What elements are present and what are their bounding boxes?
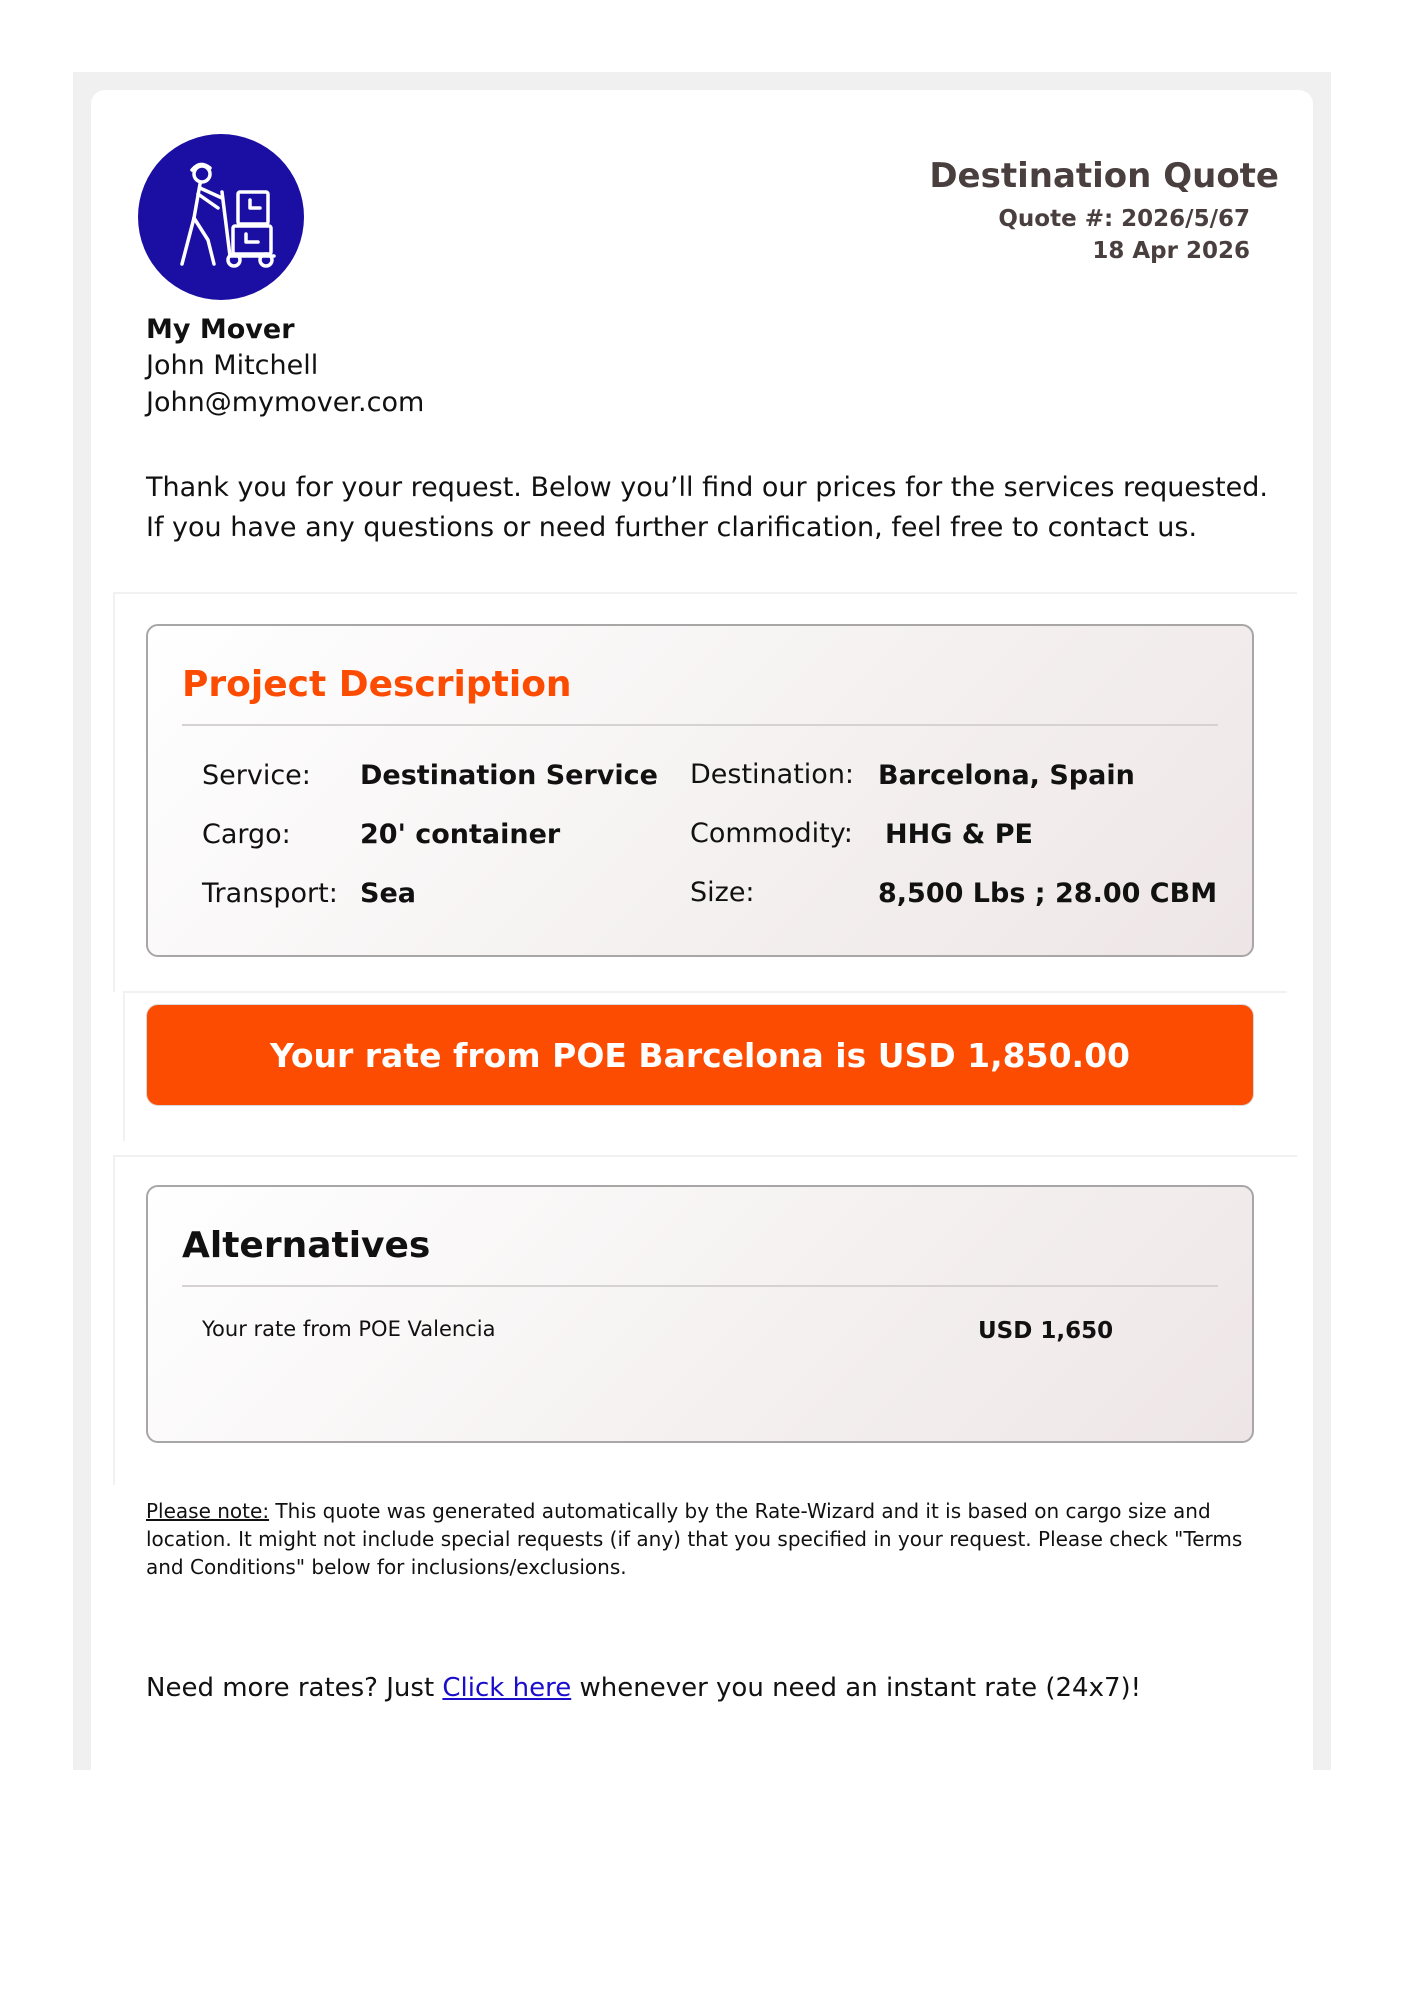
disclaimer-note	[146, 1497, 1246, 1581]
transport-value: Sea	[360, 878, 416, 909]
section-divider	[113, 1155, 115, 1485]
note-prefix: Please note:	[146, 1499, 270, 1523]
alternative-label: Your rate from POE Valencia	[202, 1317, 496, 1341]
size-value: 8,500 Lbs ; 28.00 CBM	[878, 878, 1218, 909]
commodity-value: HHG & PE	[885, 819, 1033, 850]
document-title: Destination Quote	[929, 156, 1279, 196]
more-rates-before: Need more rates? Just	[146, 1673, 443, 1703]
project-description-box	[146, 624, 1254, 957]
section-divider	[113, 592, 115, 992]
commodity-label: Commodity:	[690, 818, 853, 849]
title-divider	[182, 724, 1218, 726]
section-divider	[123, 991, 1287, 993]
quote-date: 18 Apr 2026	[1092, 238, 1250, 264]
section-divider	[113, 592, 1297, 594]
intro-line-1: Thank you for your request. Below you’ll find our prices for the services requested.	[146, 472, 1269, 503]
destination-label: Destination:	[690, 759, 855, 790]
service-label: Service:	[202, 760, 311, 791]
cargo-value: 20' container	[360, 819, 561, 850]
mover-hand-truck-icon	[138, 134, 304, 300]
alternatives-title: Alternatives	[182, 1225, 431, 1266]
section-divider	[113, 1155, 1297, 1157]
quote-number: Quote #: 2026/5/67	[998, 206, 1250, 232]
service-value: Destination Service	[360, 760, 658, 791]
rate-banner: Your rate from POE Barcelona is USD 1,850.00	[146, 1004, 1254, 1106]
intro-line-2: If you have any questions or need further clarification, feel free to contact us.	[146, 512, 1198, 543]
transport-label: Transport:	[202, 878, 338, 909]
note-text: This quote was generated automatically by the Rate-Wizard and it is based on cargo size and location. It might not include special requests (if any) that you specified in your request. Please check "Terms and Conditions" below for inclusions/exclusions.	[146, 1499, 1243, 1579]
more-rates-line	[146, 1673, 1141, 1703]
alternative-value: USD 1,650	[978, 1318, 1114, 1344]
cargo-label: Cargo:	[202, 819, 291, 850]
size-label: Size:	[690, 877, 755, 908]
section-divider	[123, 991, 125, 1141]
title-divider	[182, 1285, 1218, 1287]
sender-company: My Mover	[146, 314, 295, 345]
alternatives-box	[146, 1185, 1254, 1443]
more-rates-after: whenever you need an instant rate (24x7)!	[571, 1673, 1142, 1703]
company-logo	[138, 134, 304, 300]
sender-contact: John Mitchell	[146, 350, 319, 381]
destination-value: Barcelona, Spain	[878, 760, 1135, 791]
click-here-link[interactable]: Click here	[442, 1673, 572, 1703]
project-description-title: Project Description	[182, 664, 572, 705]
sender-email: John@mymover.com	[146, 387, 425, 418]
